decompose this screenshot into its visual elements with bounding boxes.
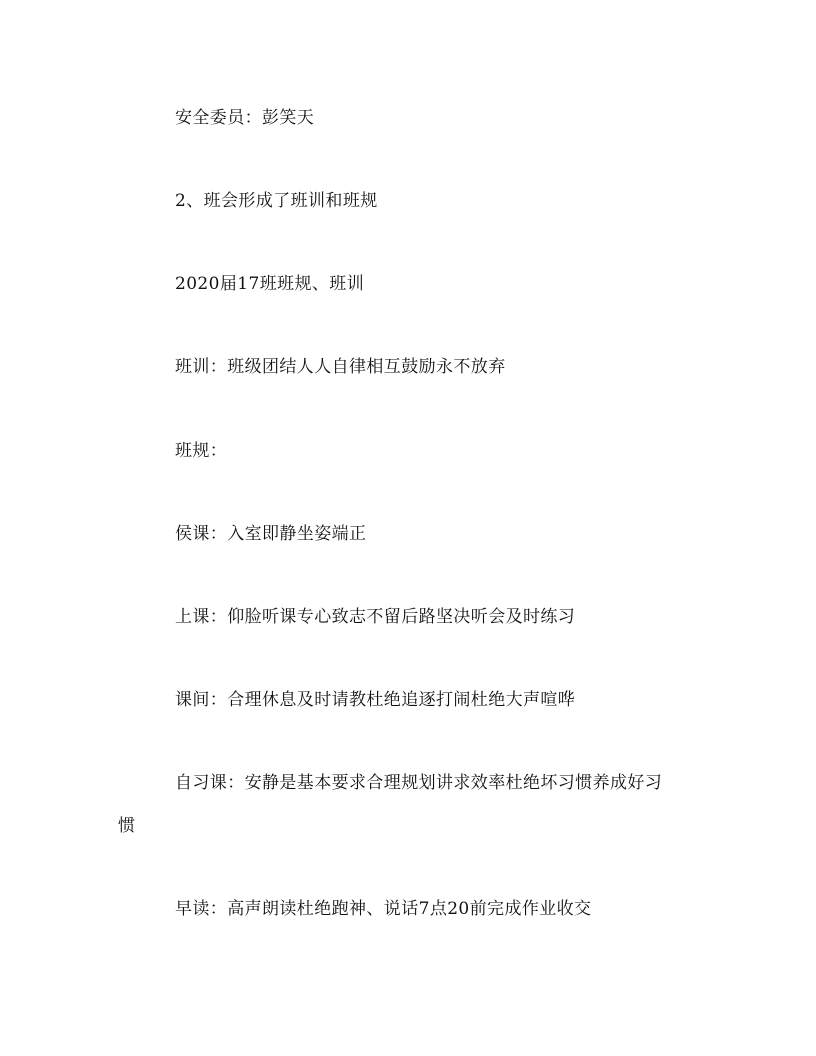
paragraph-class-motto: 班训：班级团结人人自律相互鼓励永不放弃: [175, 357, 506, 377]
paragraph-morning-reading: 早读：高声朗读杜绝跑神、说话7点20前完成作业收交: [175, 899, 592, 919]
paragraph-break-time: 课间：合理休息及时请教杜绝追逐打闹杜绝大声喧哗: [175, 690, 576, 710]
paragraph-waiting-class: 侯课：入室即静坐姿端正: [175, 524, 367, 544]
paragraph-in-class: 上课：仰脸听课专心致志不留后路坚决听会及时练习: [175, 607, 576, 627]
paragraph-rules-title: 2020届17班班规、班训: [175, 274, 365, 294]
paragraph-self-study-continuation: 惯: [118, 816, 135, 836]
paragraph-self-study: 自习课：安静是基本要求合理规划讲求效率杜绝坏习惯养成好习: [175, 773, 663, 793]
paragraph-rules-heading: 班规：: [175, 441, 228, 461]
paragraph-safety-committee: 安全委员：彭笑天: [175, 108, 315, 128]
paragraph-class-meeting-result: 2、班会形成了班训和班规: [175, 191, 378, 211]
